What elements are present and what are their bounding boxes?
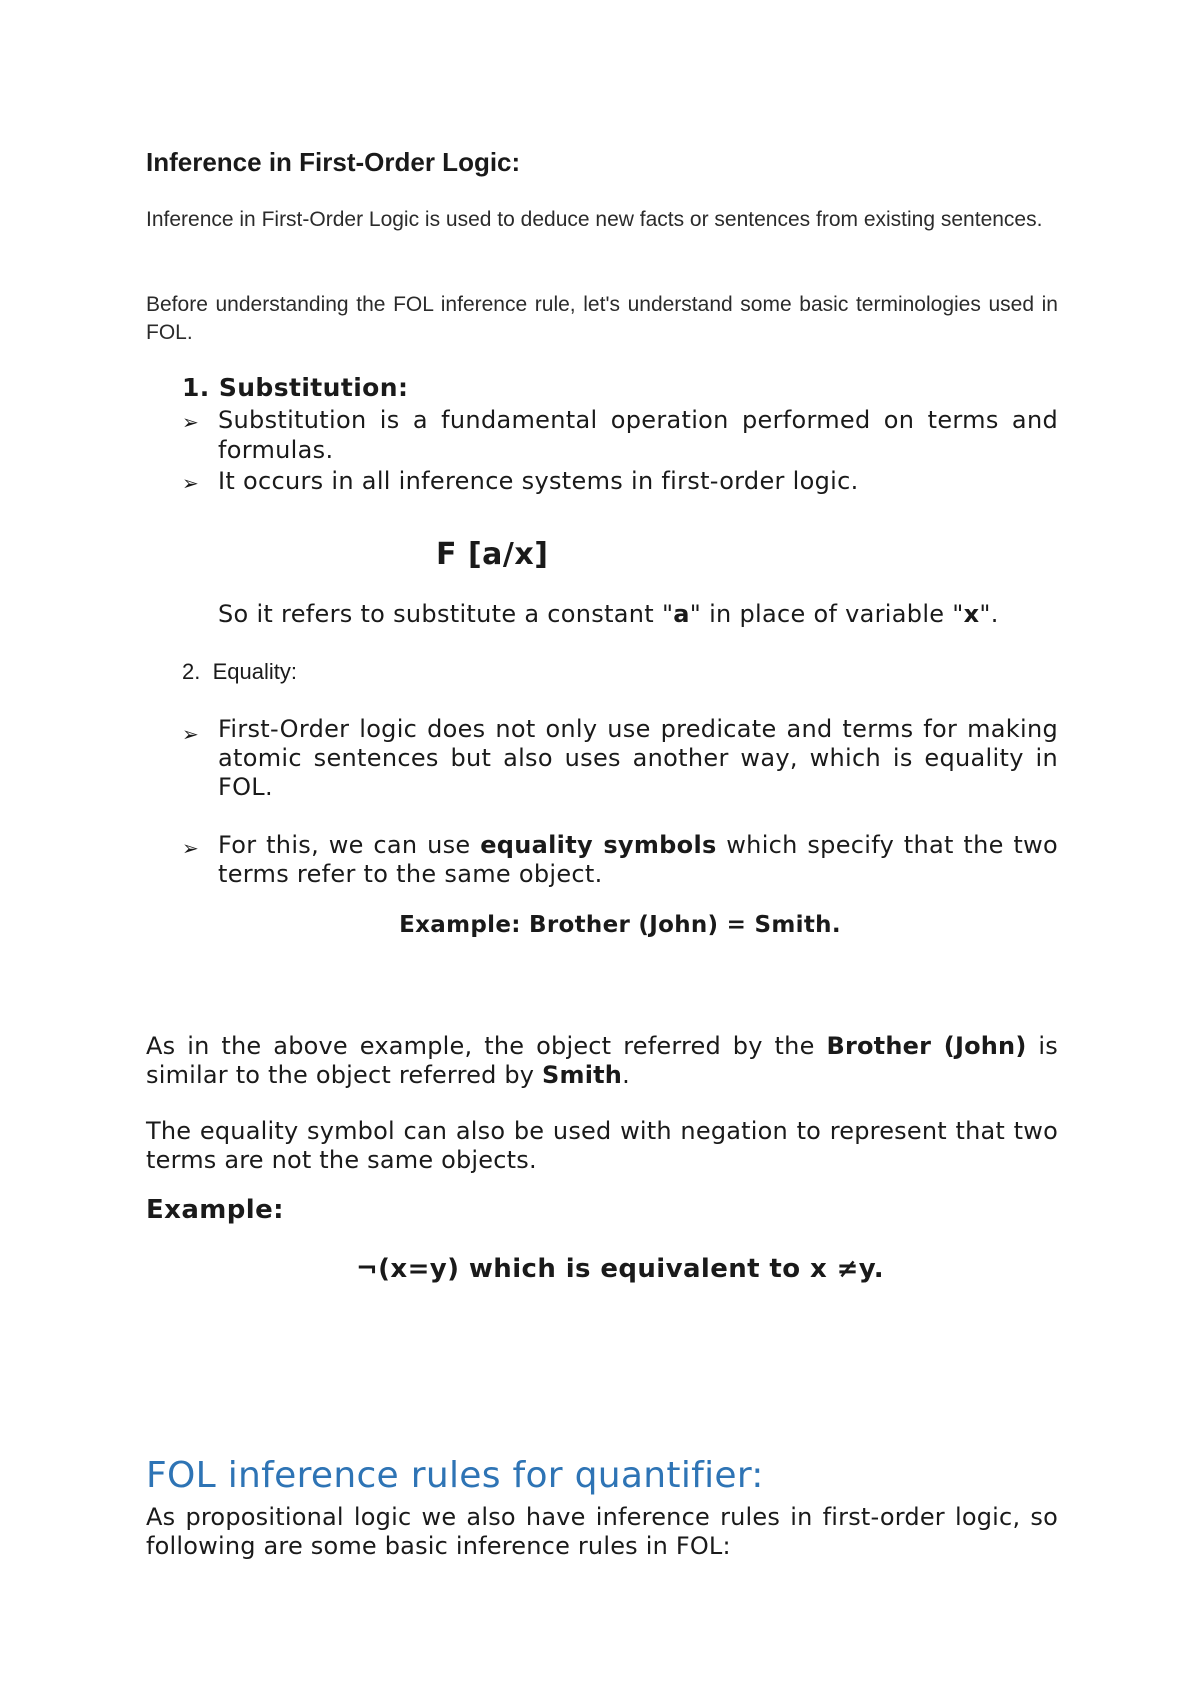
- arrow-bullet-icon: ➢: [182, 471, 199, 495]
- bullet-text: For this, we can use: [218, 831, 481, 859]
- intro-paragraph-1: Inference in First-Order Logic is used to deduce new facts or sentences from existing sentences.: [146, 208, 1043, 231]
- intro-paragraph-2: Before understanding the FOL inference rule, let's understand some basic terminologies used in FOL.: [146, 293, 1058, 344]
- para-text: .: [622, 1061, 630, 1089]
- negation-example: ¬(x=y) which is equivalent to x ≠y.: [355, 1254, 885, 1284]
- document-title: Inference in First-Order Logic:: [146, 147, 521, 177]
- bullet-text: which specify that the two terms refer to the same object.: [218, 831, 1059, 888]
- quantifier-heading: FOL inference rules for quantifier:: [146, 1455, 764, 1496]
- substitution-bullet: Substitution is a fundamental operation performed on terms and formulas.: [218, 406, 1058, 464]
- para-text: As in the above example, the object referred by the: [146, 1032, 827, 1060]
- arrow-bullet-icon: ➢: [182, 836, 199, 860]
- substitution-title: Substitution:: [218, 373, 409, 402]
- equality-example: Example: Brother (John) = Smith.: [399, 912, 841, 938]
- bullet-bold-text: equality symbols: [480, 831, 717, 859]
- substitution-number: 1.: [182, 373, 210, 402]
- equality-bullet: [218, 831, 1058, 889]
- explanation-paragraph-2: The equality symbol can also be used with negation to represent that two terms are not the same objects.: [146, 1117, 1058, 1174]
- substitution-description: [218, 600, 999, 628]
- desc-text: So it refers to substitute a constant ": [218, 600, 674, 628]
- para-bold-text: Brother (John): [826, 1032, 1027, 1060]
- substitution-bullet: It occurs in all inference systems in first-order logic.: [218, 467, 859, 495]
- para-bold-text: Smith: [542, 1061, 623, 1089]
- desc-constant: a: [673, 600, 690, 628]
- equality-title: Equality:: [212, 659, 297, 684]
- explanation-paragraph-1: [146, 1032, 1058, 1090]
- substitution-heading: [182, 373, 408, 402]
- quantifier-intro: As propositional logic we also have inference rules in first-order logic, so following are some basic inference rules in FOL:: [146, 1503, 1058, 1560]
- desc-text: " in place of variable ": [689, 600, 964, 628]
- desc-variable: x: [963, 600, 980, 628]
- example-label: Example:: [146, 1195, 284, 1225]
- equality-number: 2.: [182, 659, 201, 684]
- desc-text: ".: [979, 600, 999, 628]
- equality-heading: [182, 659, 297, 685]
- substitution-formula: F [a/x]: [436, 537, 549, 572]
- arrow-bullet-icon: ➢: [182, 722, 199, 746]
- para-text: is similar to the object referred by: [146, 1032, 1058, 1089]
- arrow-bullet-icon: ➢: [182, 410, 199, 434]
- equality-bullet: First-Order logic does not only use predicate and terms for making atomic sentences but also uses another way, which is equality in FOL.: [218, 715, 1058, 801]
